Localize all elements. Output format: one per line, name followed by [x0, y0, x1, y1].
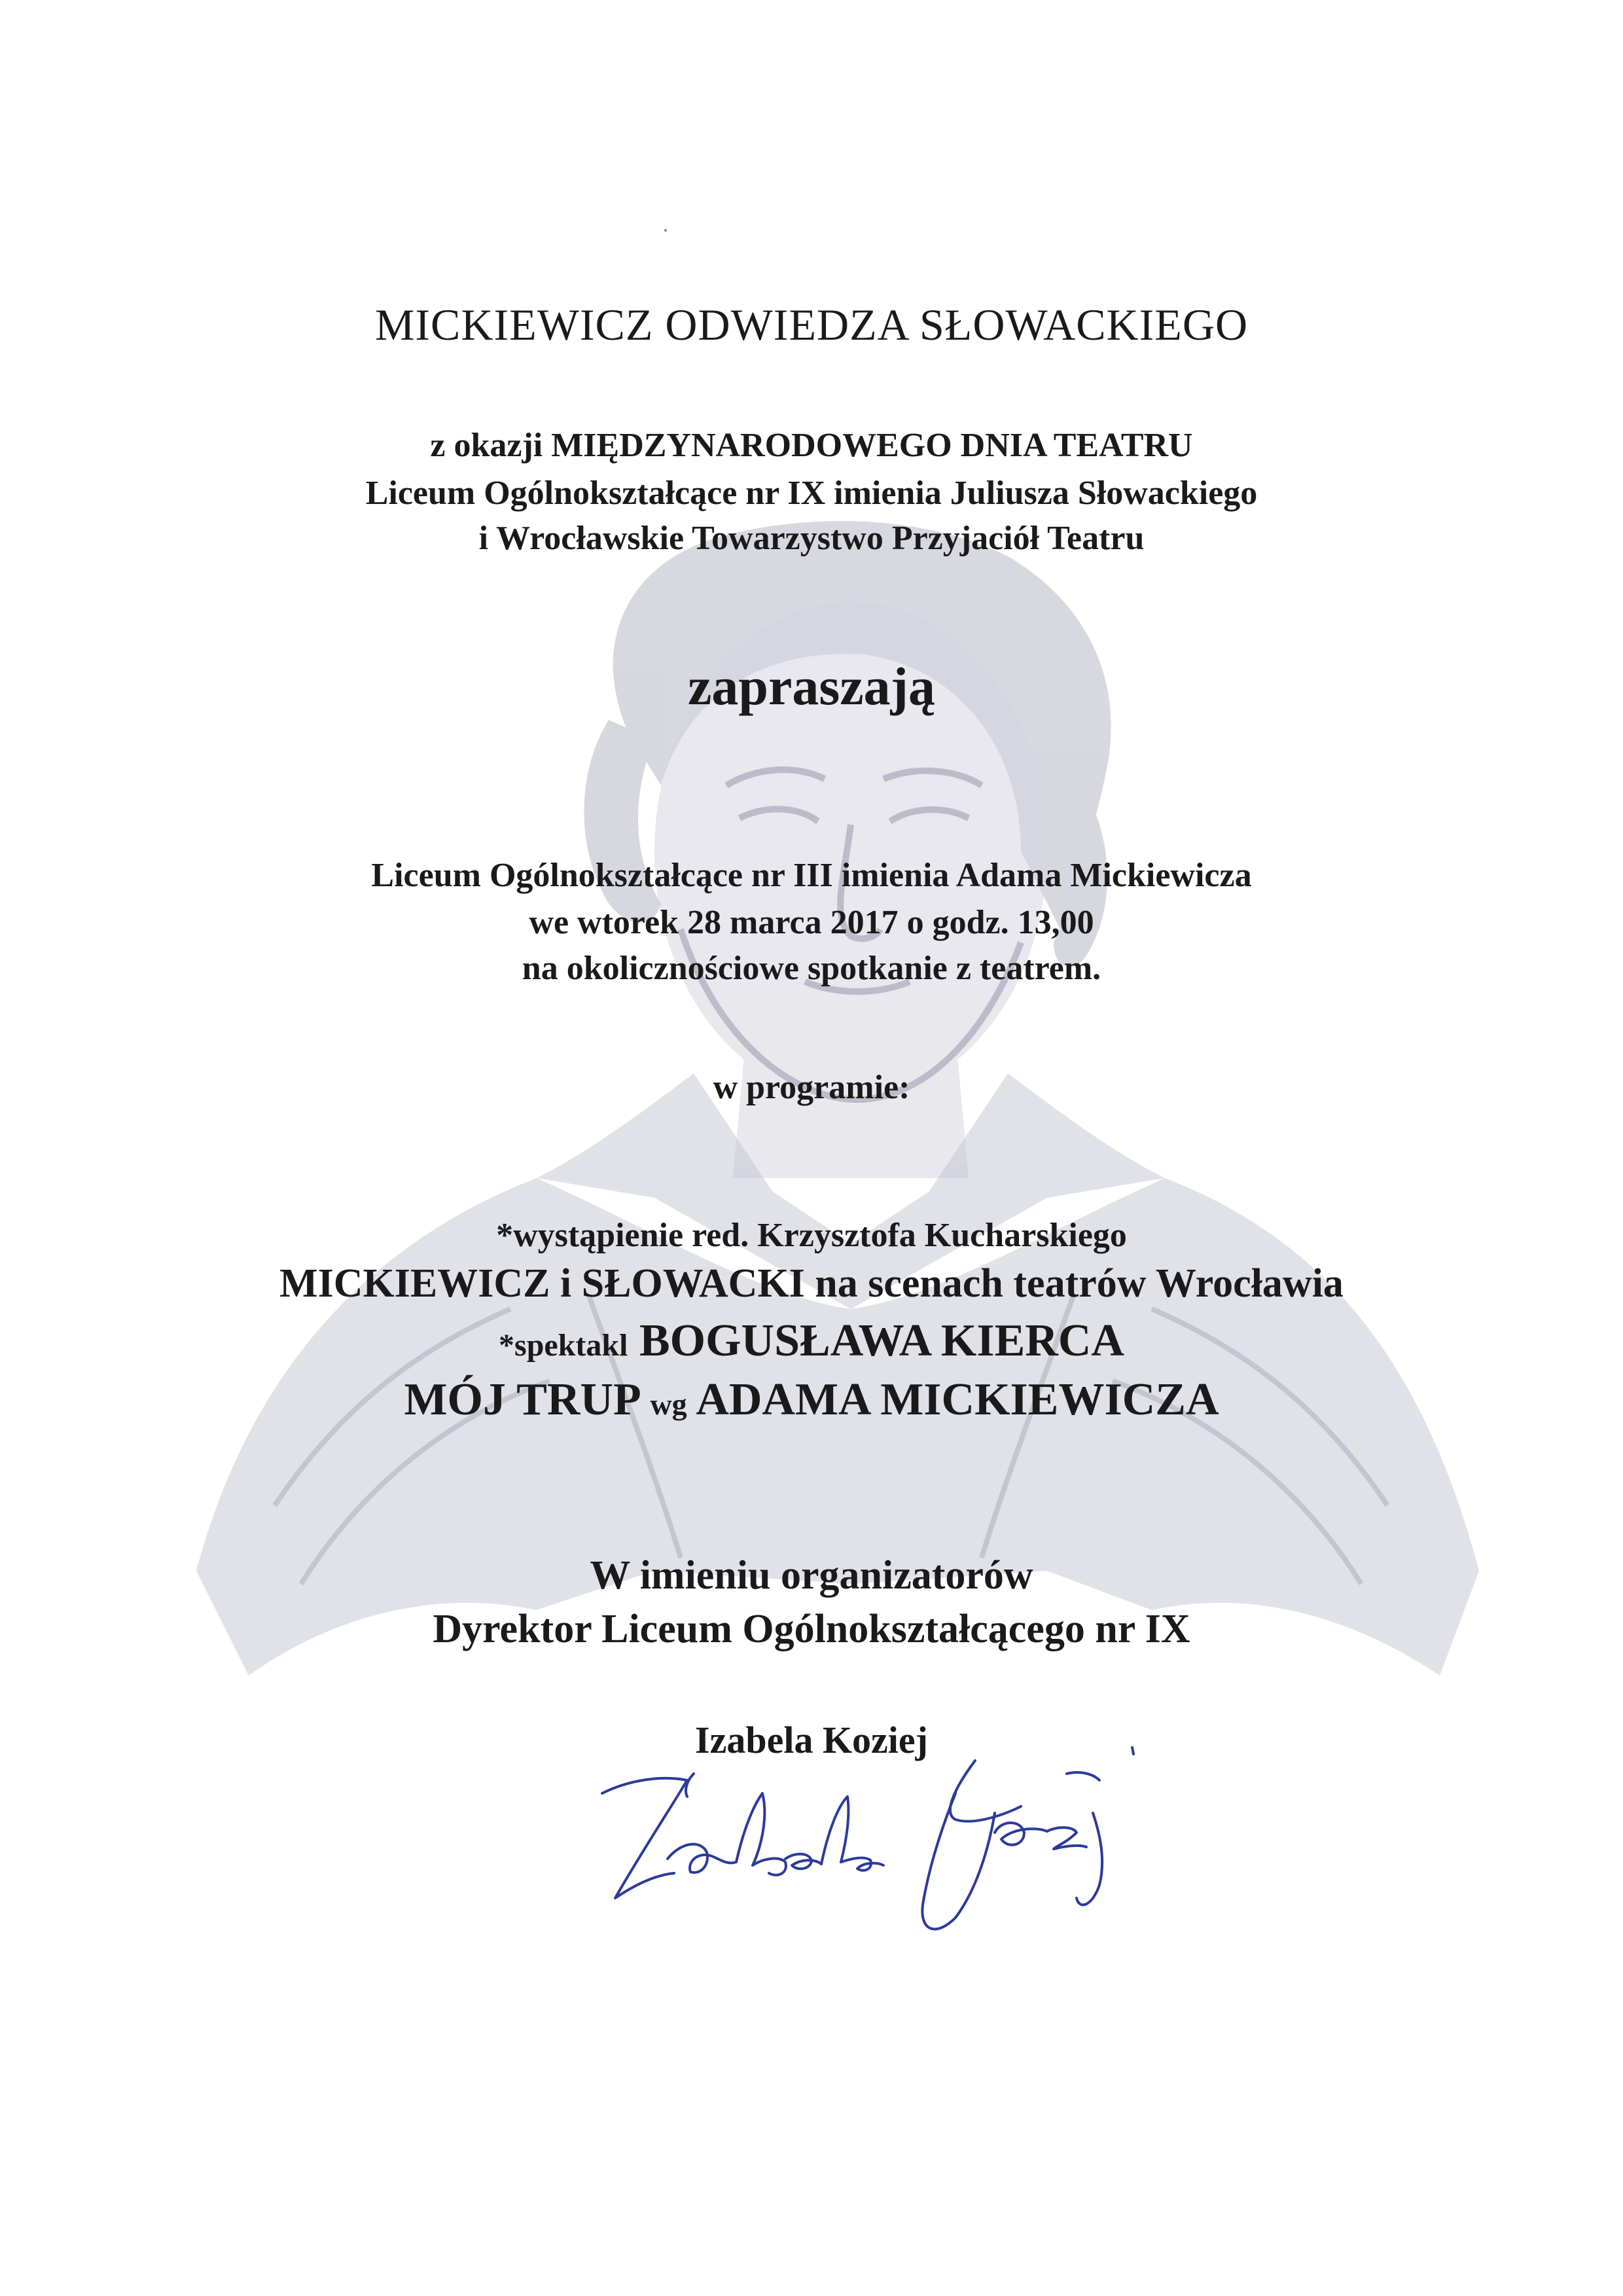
date-time-line: we wtorek 28 marca 2017 o godz. 13,00 — [529, 904, 1094, 941]
invite-heading: zapraszają — [687, 656, 935, 716]
performance-source-author: ADAMA MICKIEWICZA — [696, 1374, 1219, 1425]
signature-on-behalf-line: W imieniu organizatorów — [590, 1553, 1033, 1598]
occasion-line: z okazji MIĘDZYNARODOWEGO DNIA TEATRU — [430, 427, 1193, 464]
scan-speck — [664, 229, 667, 232]
performance-by: wg — [650, 1388, 687, 1421]
invitation-title: MICKIEWICZ ODWIEDZA SŁOWACKIEGO — [374, 300, 1249, 350]
signatory-name: Izabela Koziej — [695, 1719, 928, 1761]
program-item-speech-topic: MICKIEWICZ i SŁOWACKI na scenach teatrów Wrocławia — [279, 1261, 1344, 1306]
program-heading: w programie: — [713, 1069, 910, 1106]
program-item-performance — [0, 1318, 1623, 1364]
organizer-school-line: Liceum Ogólnokształcące nr IX imienia Juliusza Słowackiego — [365, 475, 1258, 512]
event-description-line: na okolicznościowe spotkanie z teatrem. — [522, 950, 1101, 987]
handwritten-signature — [589, 1734, 1152, 1944]
program-item-performance-title — [0, 1374, 1623, 1425]
signature-role-line: Dyrektor Liceum Ogólnokształcącego nr IX — [433, 1607, 1190, 1651]
organizer-society-line: i Wrocławskie Towarzystwo Przyjaciół Teatru — [478, 520, 1145, 557]
performance-prefix: *spektakl — [499, 1328, 628, 1363]
performance-author: BOGUSŁAWA KIERCA — [639, 1316, 1124, 1366]
program-item-speech: *wystąpienie red. Krzysztofa Kucharskiego — [496, 1217, 1127, 1254]
performance-title: MÓJ TRUP — [404, 1374, 639, 1425]
venue-line: Liceum Ogólnokształcące nr III imienia Adama Mickiewicza — [371, 857, 1252, 894]
